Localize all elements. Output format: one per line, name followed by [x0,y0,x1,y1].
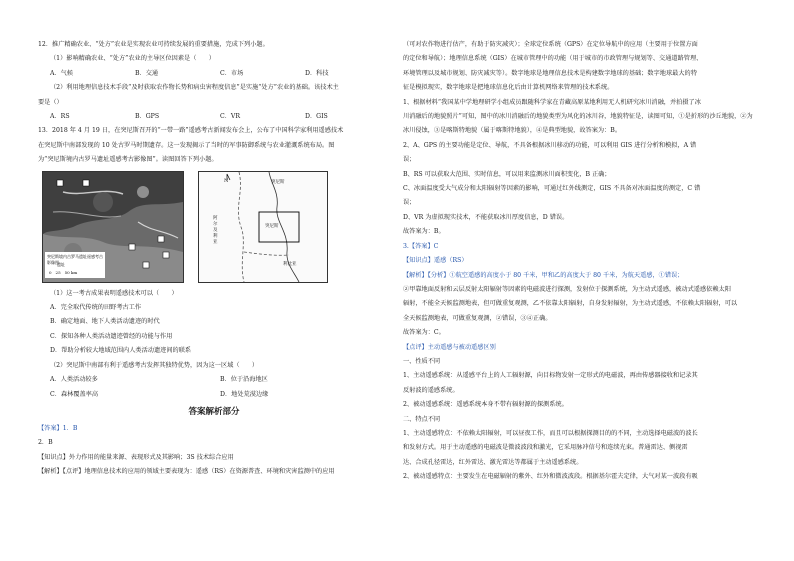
explanation-line: 1、主动遥感特点：不依赖太阳辐射，可以昼夜工作，而且可以根据探测目的的不同，主动选择电磁波的波长 [403,429,698,437]
explanation-line: 二、特点不同 [403,415,441,423]
explanation-line: 3.【答案】C [403,242,439,250]
explanation-line: 【知识点】遥感（RS） [403,257,468,265]
map-label-tunisia: 突尼斯 [265,223,279,229]
q12-sub1-options [38,67,390,81]
explanation-line: 1、根据材料“我国某中学地理研学小组成员跟随科学家在青藏高原某地利用无人机研究冰川消融，并拍摄了冰 [403,98,701,106]
q12-sub1: （1）影响精确农业、“处方”农业的主导区位因素是（ ） [50,55,215,63]
option-c[interactable]: C．森林覆盖率高 [50,390,99,398]
north-arrow-label: N [224,177,229,184]
q12-sub2: （2）利用地理信息技术手段“及时获取农作物长势和病虫害程度信息”是实施“处方”农业的基础。该技术主 [50,84,339,92]
option-b[interactable]: B．交通 [135,69,159,77]
q13-sub2: （2）突尼斯中南部有利于遥感考古发挥其独特优势，因为这一区域（ ） [50,361,259,369]
map-label-algeria: 阿尔及利亚 [213,215,218,245]
explanation-line: 误； [403,199,416,207]
explanation-line: 的定位和导航）；地理信息系统（GIS）在城市管理中的功能（用于城市的市政管理与规划等、交通道路管理、 [403,55,703,63]
explanation-line: 达、合成孔径雷达，红外雷达、激光雷达等都属于主动遥感系统。 [403,458,583,466]
explanation-line: 和发射方式。用于主动遥感的电磁波是微波波段和激光，它采用脉冲信号和连续光束。普通雷达、侧视雷 [403,444,688,452]
q13-line1: 13．2018 年 4 月 19 日，在突尼斯召开的“一带一路”遥感考古新闻发布会上，公布了中国科学家利用遥感技术 [38,127,344,135]
satellite-image [42,171,184,283]
explanation-line: 川消融后的地貌照片”可知，图中的冰川消融后的地貌类型为风化的冰川谷，地貌特征是，读图可知，①是折形的沙丘地貌，②为 [403,113,753,121]
explanation-line: C、冰面温度受大气成分和太阳辐射等因素的影响，可通过红外线测定，GIS 不具备对冰面温度的测定，C 错 [403,185,701,193]
option-b[interactable]: B．位于沿海地区 [220,376,268,384]
q13-sub1: （1）这一考古成果表明遥感技术可以（ ） [50,289,178,297]
answer-1: 【答案】1．B [38,424,78,432]
explanation-line: （可对农作物进行估产，有助于防灾减灾）；全球定位系统（GPS）在定位导航中的应用（主要用于位置方面 [403,41,698,48]
option-a[interactable]: A．RS [50,113,70,121]
option-d[interactable]: D．地处荒漠边缘 [220,390,269,398]
explanation-line: 【解析】【分析】①航空遥感的高度小于 80 千米，甲和乙的高度大于 80 千米，为航天遥感，①错误； [403,271,684,279]
q13-line2: 在突尼斯中南部发现的 10 处古罗马时期遗存。这一发现揭示了当时的军事防御系统与农业灌溉系统布局。图 [38,141,335,149]
explanation-line: 故答案为：C。 [403,329,445,337]
explanation-line: 2、A、GPS 的主要功能是定位、导航，不具备根据冰川移动的功能，可以利用 GIS 进行分析和模拟，A 错 [403,141,697,149]
explanation-line: 误； [403,156,416,164]
q12-sub2-cont: 要是（） [38,98,63,106]
map-label-tunis: 突尼斯 [271,179,285,185]
analysis: 【解析】【点评】地理信息技术的应用的领域主要表现为：遥感（RS）在资源普查、环境和灾害监测中的应用 [38,468,335,476]
q13-figure [42,171,390,283]
q13-line3: 为“突尼斯境内古罗马遗址遥感考古影像图”。读图回答下列小题。 [38,156,218,164]
option-d[interactable]: D．GIS [305,113,328,121]
option-c[interactable]: C．VR [220,113,241,121]
explanation-line: 2、被动遥感系统：遥感系统本身不带有辐射源的探测系统。 [403,401,568,409]
explanation-line: 1、主动遥感系统：从遥感平台上的人工辐射源，向目标物发射一定形式的电磁波，再由传感器接收和记录其 [403,372,698,380]
explanation-line: 【点评】主动遥感与被动遥感区别 [403,343,496,351]
legend-site-label: 遗址 [57,261,65,267]
location-map [198,171,328,283]
q13-sub1-option-a[interactable]: A．完全取代传统的田野考古工作 [50,304,142,312]
figure-caption: 突尼斯境内古罗马遗址遥感考古影像图 [47,253,103,265]
q13-sub1-option-b[interactable]: B．确定地面、地下人类活动遗迹的时代 [50,318,160,326]
explanation-line: 辐射，不能全天候监测地表，但可做重复观测，乙不依靠太阳辐射，自身发射辐射，为主动式遥感，不依赖太阳辐射，可以 [403,300,738,308]
explanation-line: B、RS 可以获取大范围、实时信息，可以用来监测冰川面积变化，B 正确； [403,170,611,178]
explanation-line: ②甲靠地面反射和云层反射太阳辐射等因素的电磁波进行探测，发射位于探测系统，为主动式遥感，被动式遥感依赖太阳 [403,285,731,293]
q13-sub1-option-d[interactable]: D．帮助分析较大地域范围内人类活动遗迹间的联系 [50,347,192,355]
answer-section-title: 答案解析部分 [188,406,240,417]
option-a[interactable]: A．气候 [50,69,74,77]
q13-sub2-options-row1 [38,373,390,387]
right-column [403,38,760,485]
knowledge-point: 【知识点】外力作用的能量来源、表现形式及其影响；3S 技术综合应用 [38,453,234,461]
explanation-line: 环境管理以及城市规划、防灾减灾等）。数字地球是地理信息技术是构建数字地球的基础；数字地球最大的特 [403,69,697,77]
left-column [38,38,390,480]
scale-bar-label: 0 25 50 km [49,269,78,275]
explanation-line: 2、被动遥感特点：主要发生在电磁辐射的紫外、红外和微波波段。根据基尔霍夫定律，大气对某一波段有吸 [403,473,698,481]
explanation-line: 故答案为：B。 [403,228,445,236]
explanation-line: 一、性质不同 [403,357,441,365]
option-c[interactable]: C．市场 [220,69,244,77]
q12-sub2-options [38,110,390,124]
answer-2: 2．B [38,439,53,447]
explanation-line: 反射波的遥感系统。 [403,386,459,394]
explanation-line: 冰川侵蚀，③是喀斯特地貌（属于喀斯特地貌），④是典型地貌，故答案为：B。 [403,127,622,135]
option-b[interactable]: B．GPS [135,113,160,121]
q13-sub1-option-c[interactable]: C．探知各种人类活动遗迹曾经的功能与作用 [50,332,173,340]
map-label-libya: 利比亚 [283,261,297,267]
q13-sub2-options-row2 [38,388,390,402]
explanation-line: 征是模拟现实，数字地球是把地球信息化后由计算机网络来管理的技术系统。 [403,84,614,92]
option-d[interactable]: D．科技 [305,69,329,77]
option-a[interactable]: A．人类活动较多 [50,376,98,384]
explanation-line: D、VR 为虚拟现实技术，不能获取冰川厚度信息，D 错误。 [403,213,569,221]
explanation-line: 全天候监测地表，可做重复观测，②错误，③④正确。 [403,314,552,322]
q12-stem: 12．推广精确农业、“处方”农业是实现农业可持续发展的重要措施，完成下列小题。 [38,41,269,48]
